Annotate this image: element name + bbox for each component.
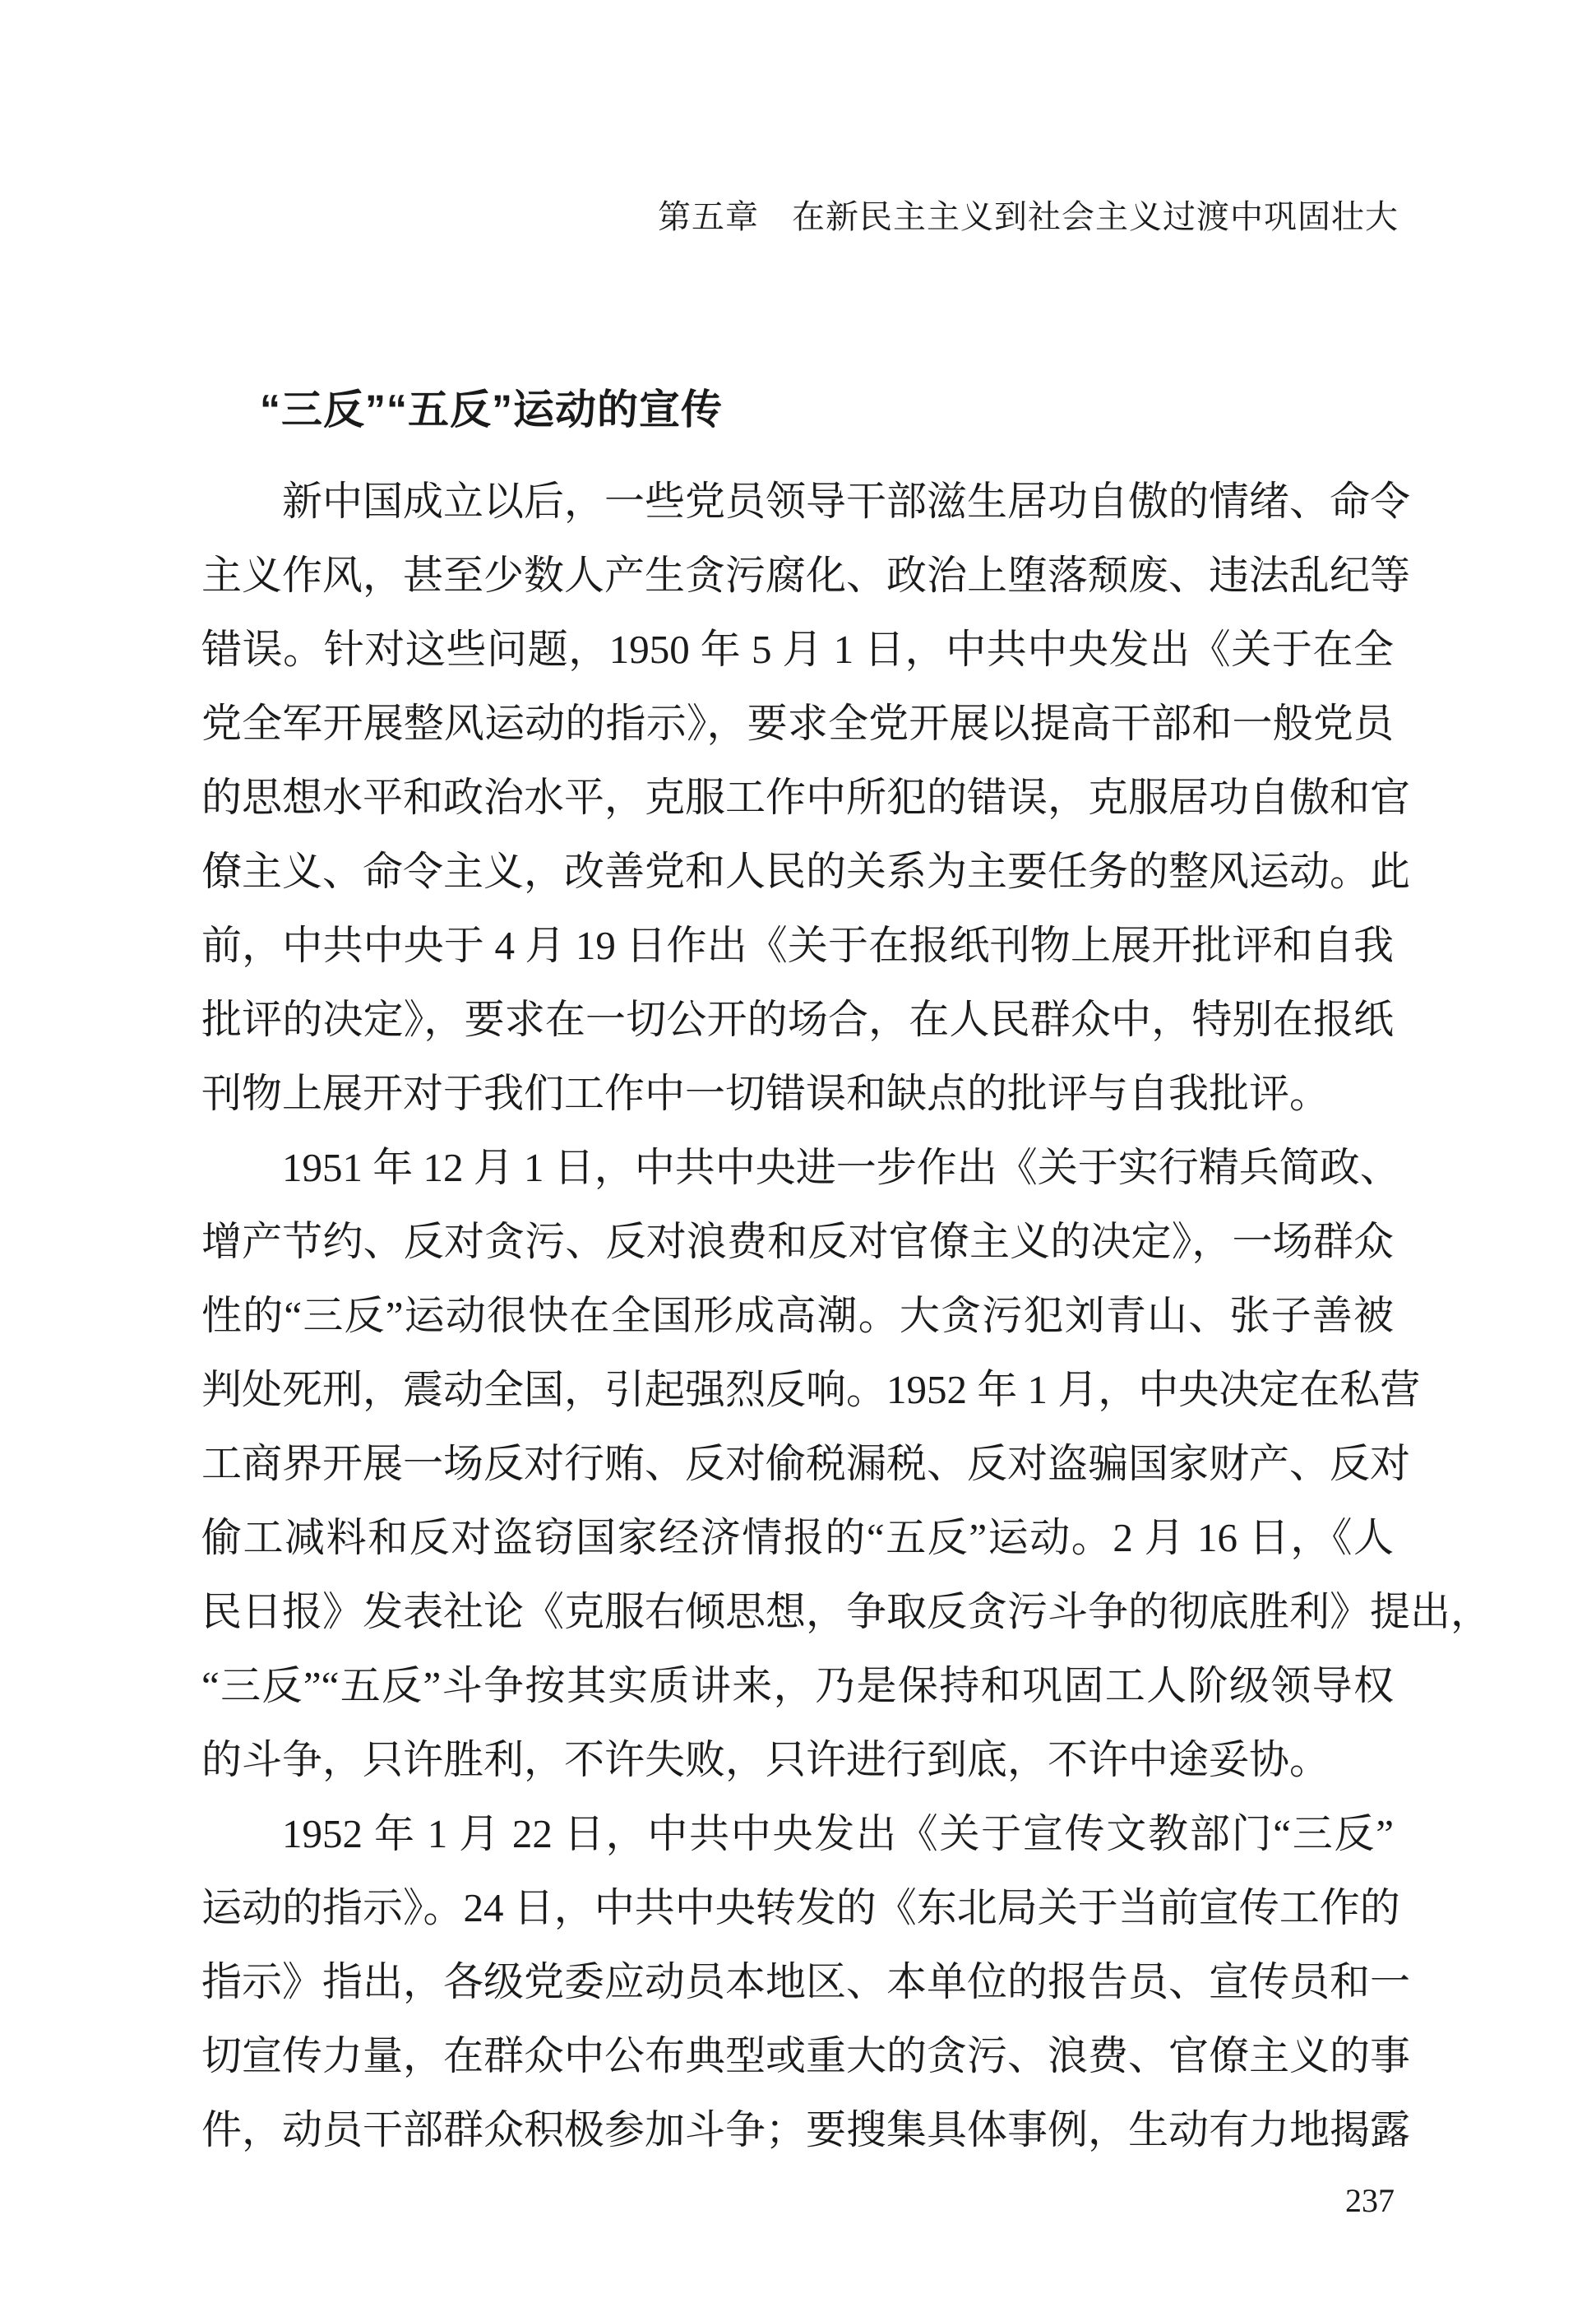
text-line: 1951 年 12 月 1 日，中共中央进一步作出《关于实行精兵简政、 [282,1145,1400,1190]
chapter-number: 第五章 [658,199,759,235]
text-line: 错误。针对这些问题，1950 年 5 月 1 日，中共中央发出《关于在全 [201,627,1394,672]
text-line: 的思想水平和政治水平，克服工作中所犯的错误，克服居功自傲和官 [201,775,1411,820]
body-text [201,465,1492,2167]
text-line: 运动的指示》。24 日，中共中央转发的《东北局关于当前宣传工作的 [201,1885,1400,1930]
text-line: 党全军开展整风运动的指示》，要求全党开展以提高干部和一般党员 [201,701,1394,746]
text-line: 主义作风，甚至少数人产生贪污腐化、政治上堕落颓废、违法乱纪等 [201,553,1411,598]
text-line: 切宣传力量，在群众中公布典型或重大的贪污、浪费、官僚主义的事 [201,2033,1411,2078]
page-number: 237 [1345,2182,1395,2219]
paragraph [201,1797,1411,2167]
chapter-title: 在新民主主义到社会主义过渡中巩固壮大 [792,199,1399,235]
running-header [658,191,1399,238]
text-line: 1952 年 1 月 22 日，中共中央发出《关于宣传文教部门“三反” [282,1811,1394,1856]
text-line: 增产节约、反对贪污、反对浪费和反对官僚主义的决定》，一场群众 [201,1219,1394,1264]
text-line: “三反”“五反”斗争按其实质讲来，乃是保持和巩固工人阶级领导权 [201,1663,1394,1708]
text-line: 刊物上展开对于我们工作中一切错误和缺点的批评与自我批评。 [201,1071,1330,1116]
text-line: 偷工减料和反对盗窃国家经济情报的“五反”运动。2 月 16 日，《人 [201,1515,1394,1560]
text-line: 僚主义、命令主义，改善党和人民的关系为主要任务的整风运动。此 [201,849,1411,894]
text-line: 新中国成立以后，一些党员领导干部滋生居功自傲的情绪、命令 [282,479,1411,524]
text-line: 性的“三反”运动很快在全国形成高潮。大贪污犯刘青山、张子善被 [201,1293,1394,1338]
text-line: 的斗争，只许胜利，不许失败，只许进行到底，不许中途妥协。 [201,1737,1330,1782]
text-line: 批评的决定》，要求在一切公开的场合，在人民群众中，特别在报纸 [201,997,1394,1042]
text-line: 前，中共中央于 4 月 19 日作出《关于在报纸刊物上展开批评和自我 [201,923,1394,968]
text-line: 工商界开展一场反对行贿、反对偷税漏税、反对盗骗国家财产、反对 [201,1441,1411,1486]
text-line: 件，动员干部群众积极参加斗争；要搜集具体事例，生动有力地揭露 [201,2107,1411,2152]
paragraph [201,1131,1492,1797]
text-line: 判处死刑，震动全国，引起强烈反响。1952 年 1 月，中央决定在私营 [201,1367,1421,1412]
section-title: “三反”“五反”运动的宣传 [260,387,723,433]
paragraph [201,465,1411,1131]
text-line: 指示》指出，各级党委应动员本地区、本单位的报告员、宣传员和一 [201,1959,1411,2004]
text-line: 民日报》发表社论《克服右倾思想，争取反贪污斗争的彻底胜利》提出， [201,1589,1492,1634]
